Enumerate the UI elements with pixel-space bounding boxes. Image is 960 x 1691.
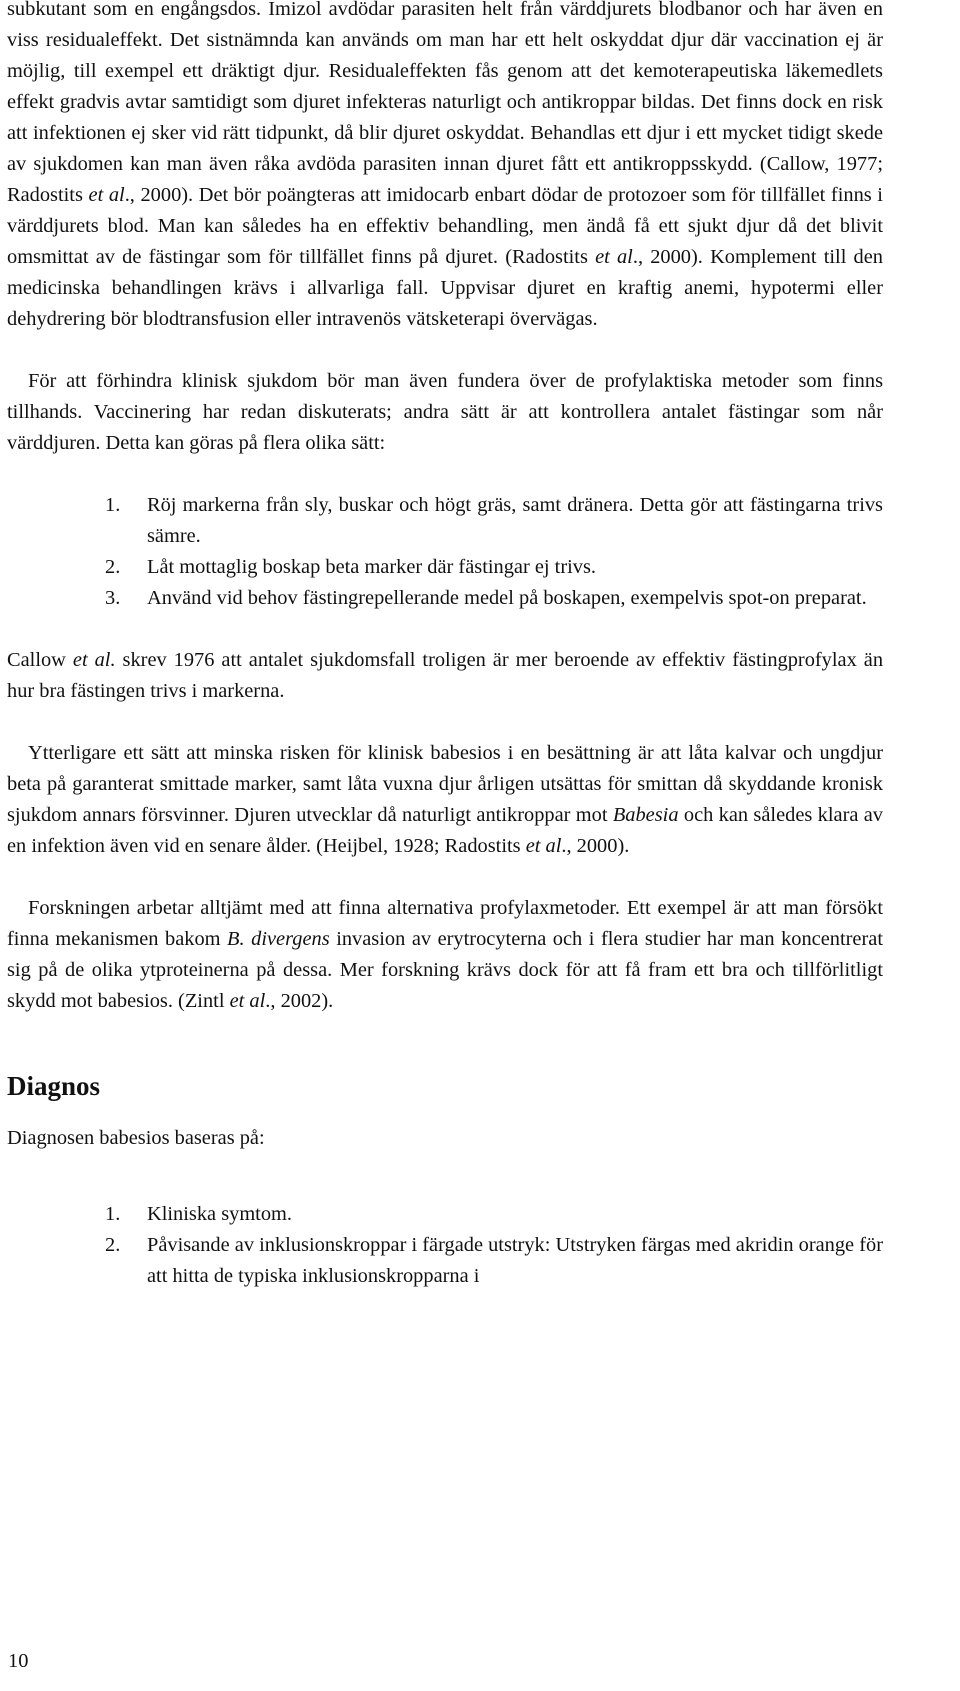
text-span: Callow (7, 649, 73, 671)
text-span: invasion av erytrocyterna och i flera studier har man koncentrerat sig på de olika ytproteinerna på dessa. Mer forskning krävs dock för att få fram ett bra och tillförlitligt skydd mot babesios. (Zintl (7, 928, 883, 1012)
paragraph-treatment (7, 0, 883, 335)
list-text: Låt mottaglig boskap beta marker där fästingar ej trivs. (147, 556, 597, 578)
text-span: Ytterligare ett sätt att minska risken för klinisk babesios i en besättning är att låta kalvar och ungdjur beta på garanterat smittade marker, samt låta vuxna djur årligen utsättas för smittan då skyddande kronisk sjukdom annars försvinner. Djuren utvecklar då naturligt antikroppar mot (7, 742, 883, 826)
prophylaxis-list (7, 490, 883, 614)
italic-et-al: et al. (72, 649, 116, 671)
list-item (7, 552, 883, 583)
paragraph-prophylaxis: För att förhindra klinisk sjukdom bör man även fundera över de profylaktiska metoder som finns tillhands. Vaccinering har redan diskuterats; andra sätt är att kontrollera antalet fästingar som når värddjuren. Detta kan göras på flera olika sätt: (7, 370, 883, 454)
text-span: ., 2000). Komplement till den medicinska behandlingen krävs i allvarliga fall. Uppvisar djuret en kraftig anemi, hypotermi eller dehydrering bör blodtransfusion eller intravenös vätsketerapi övervägas. (7, 246, 883, 330)
list-text: Påvisande av inklusionskroppar i färgade utstryk: Utstryken färgas med akridin orange för att hitta de typiska inklusionskropparna i (147, 1234, 883, 1287)
italic-et-al: et al (88, 184, 125, 206)
list-number: 1. (105, 494, 121, 516)
list-number: 3. (105, 587, 121, 609)
italic-babesia: Babesia (612, 804, 679, 826)
list-text: Kliniska symtom. (147, 1203, 293, 1225)
text-span: och kan således klara av en infektion även vid en senare ålder. (Heijbel, 1928; Radostits (7, 804, 883, 857)
list-item (7, 1199, 883, 1230)
list-item (7, 583, 883, 614)
paragraph-exposure (7, 738, 883, 862)
list-text: Använd vid behov fästingrepellerande medel på boskapen, exempelvis spot-on preparat. (147, 587, 867, 609)
page-content (7, 0, 883, 1292)
text-span: ., 2002). (265, 990, 334, 1012)
diagnosis-list (7, 1199, 883, 1292)
italic-species: B. divergens (227, 928, 330, 950)
text-span: skrev 1976 att antalet sjukdomsfall troligen är mer beroende av effektiv fästingprofylax än hur bra fästingen trivs i markerna. (7, 649, 884, 702)
diagnosis-intro: Diagnosen babesios baseras på: (7, 1127, 265, 1149)
paragraph-research (7, 893, 883, 1017)
list-item (7, 490, 883, 552)
text-span: subkutant som en engångsdos. Imizol avdödar parasiten helt från värddjurets blodbanor och har även en viss residualeffekt. Det sistnämnda kan används om man har ett helt oskyddat djur där vaccination ej är möjlig, till exempel ett dräktigt djur. Residualeffekten fås genom att det kemoterapeutiska läkemedlets effekt gradvis avtar samtidigt som djuret infekteras naturligt och antikroppar bildas. Det finns dock en risk att infektionen ej sker vid rätt tidpunkt, då blir djuret oskyddat. Behandlas ett djur i ett mycket tidigt skede av sjukdomen kan man även råka avdöda parasiten innan djuret fått ett antikroppsskydd. (Callow, 1977; Radostits (7, 0, 883, 206)
text-span: ., 2000). (561, 835, 630, 857)
text-span: ., 2000). Det bör poängteras att imidocarb enbart dödar de protozoer som för tillfället finns i värddjurets blod. Man kan således ha en effektiv behandling, men ändå få ett sjukt djur då det blivit omsmittat av de fästingar som för tillfället finns på djuret. (Radostits (7, 184, 883, 268)
list-text: Röj markerna från sly, buskar och högt gräs, samt dränera. Detta gör att fästingarna trivs sämre. (147, 494, 883, 547)
italic-et-al: et al (595, 246, 633, 268)
paragraph-callow (7, 645, 883, 707)
page-number: 10 (8, 1650, 29, 1672)
section-heading-diagnos: Diagnos (7, 1071, 101, 1101)
italic-et-al: et al (525, 835, 562, 857)
list-number: 2. (105, 1234, 121, 1256)
text-span: Forskningen arbetar alltjämt med att finna alternativa profylaxmetoder. Ett exempel är att man försökt finna mekanismen bakom (7, 897, 883, 950)
list-item (7, 1230, 883, 1292)
list-number: 2. (105, 556, 121, 578)
list-number: 1. (105, 1203, 121, 1225)
italic-et-al: et al (229, 990, 266, 1012)
